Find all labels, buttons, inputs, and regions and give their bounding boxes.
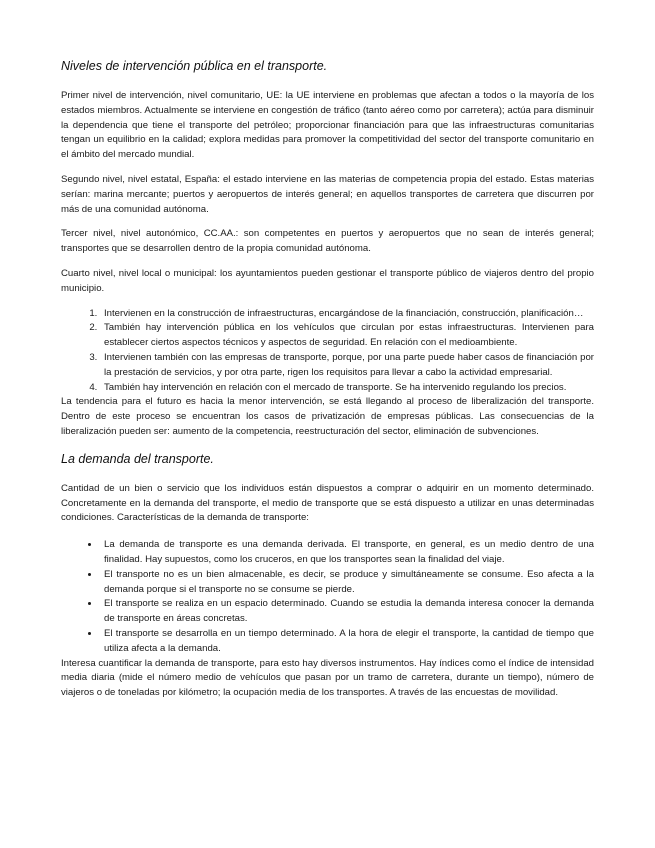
paragraph-quantify-demand: Interesa cuantificar la demanda de transporte, para esto hay diversos instrumentos. Hay índices como el índice de intensidad media diaria (mide el número medio de vehículos que pasan por un tramo de carretera, durante un tiempo), número de viajeros o de toneladas por kilómetro; la ocupación media de los transportes. A través de las encuestas de movilidad. [61, 657, 594, 699]
paragraph-third-level: Tercer nivel, nivel autonómico, CC.AA.: son competentes en puertos y aeropuertos que no sean de interés general; transportes que se desarrollen dentro de la propia comunidad autónoma. [61, 228, 594, 255]
section-title-intervention: Niveles de intervención pública en el transporte. [61, 59, 328, 73]
paragraph-first-level: Primer nivel de intervención, nivel comunitario, UE: la UE interviene en problemas que afectan a todos o la mayoría de los estados miembros. Actualmente se interviene en congestión de tráfico (tanto aéreo como por carretera); actúa para disminuir la dependencia que tiene el transporte del petróleo; proporcionar financiación para que las infraestructuras comunitarias tengan un equilibrio en la calidad; explora medidas para promover la competitividad del sector del transporte comunitario en el ámbito del mercado mundial. [61, 90, 594, 161]
intervention-list [61, 307, 594, 396]
paragraph-second-level: Segundo nivel, nivel estatal, España: el estado interviene en las materias de competencia propia del estado. Estas materias serían: marina mercante; puertos y aeropuertos de interés general; en aquellos transportes de carretera que discurren por más de una comunidad autónoma. [61, 173, 594, 215]
section-title-demand: La demanda del transporte. [61, 451, 214, 466]
list-item: 2. También hay intervención pública en los vehículos que circulan por estas infraestructuras. Intervienen para establecer ciertos aspectos técnicos y aspectos de seguridad. En relación con el medioambiente. [100, 321, 594, 351]
list-item: 3. Intervienen también con las empresas de transporte, porque, por una parte puede haber casos de financiación por la prestación de servicios, y por otra parte, rigen los requisitos para llevar a cabo la actividad empresarial. [100, 351, 594, 381]
list-item: • El transporte no es un bien almacenable, es decir, se produce y simultáneamente se consume. Eso afecta a la demanda porque si el transporte no se consume se pierde. [100, 568, 594, 598]
list-item: 4. También hay intervención en relación con el mercado de transporte. Se ha intervenido regulando los precios. [100, 381, 594, 396]
document-page [61, 58, 594, 701]
demand-characteristics-list [61, 538, 594, 656]
paragraph-demand-definition: Cantidad de un bien o servicio que los individuos están dispuestos a comprar o adquirir en un momento determinado. Concretamente en la demanda del transporte, el medio de transporte que se está dispuesto a utilizar en unas determinadas condiciones. Características de la demanda de transporte: [61, 482, 594, 524]
list-item: 1. Intervienen en la construcción de infraestructuras, encargándose de la financiación, construcción, planificación… [100, 307, 594, 322]
list-item: • El transporte se desarrolla en un tiempo determinado. A la hora de elegir el transporte, la cantidad de tiempo que utiliza afecta a la demanda. [100, 627, 594, 657]
list-item: • El transporte se realiza en un espacio determinado. Cuando se estudia la demanda interesa conocer la demanda de transporte en áreas concretas. [100, 597, 594, 627]
paragraph-trend: La tendencia para el futuro es hacia la menor intervención, se está llegando al proceso de liberalización del transporte. Dentro de este proceso se encuentran los casos de privatización de empresas públicas. Las consecuencias de la liberalización pueden ser: aumento de la competencia, reestructuración del sector, eliminación de subvenciones. [61, 396, 594, 437]
list-item: • La demanda de transporte es una demanda derivada. El transporte, en general, es un medio dentro de una finalidad. Hay supuestos, como los cruceros, en que los transportes sean la finalidad del viaje. [100, 538, 594, 568]
paragraph-fourth-level: Cuarto nivel, nivel local o municipal: los ayuntamientos pueden gestionar el transporte público de viajeros dentro del propio municipio. [61, 267, 594, 294]
